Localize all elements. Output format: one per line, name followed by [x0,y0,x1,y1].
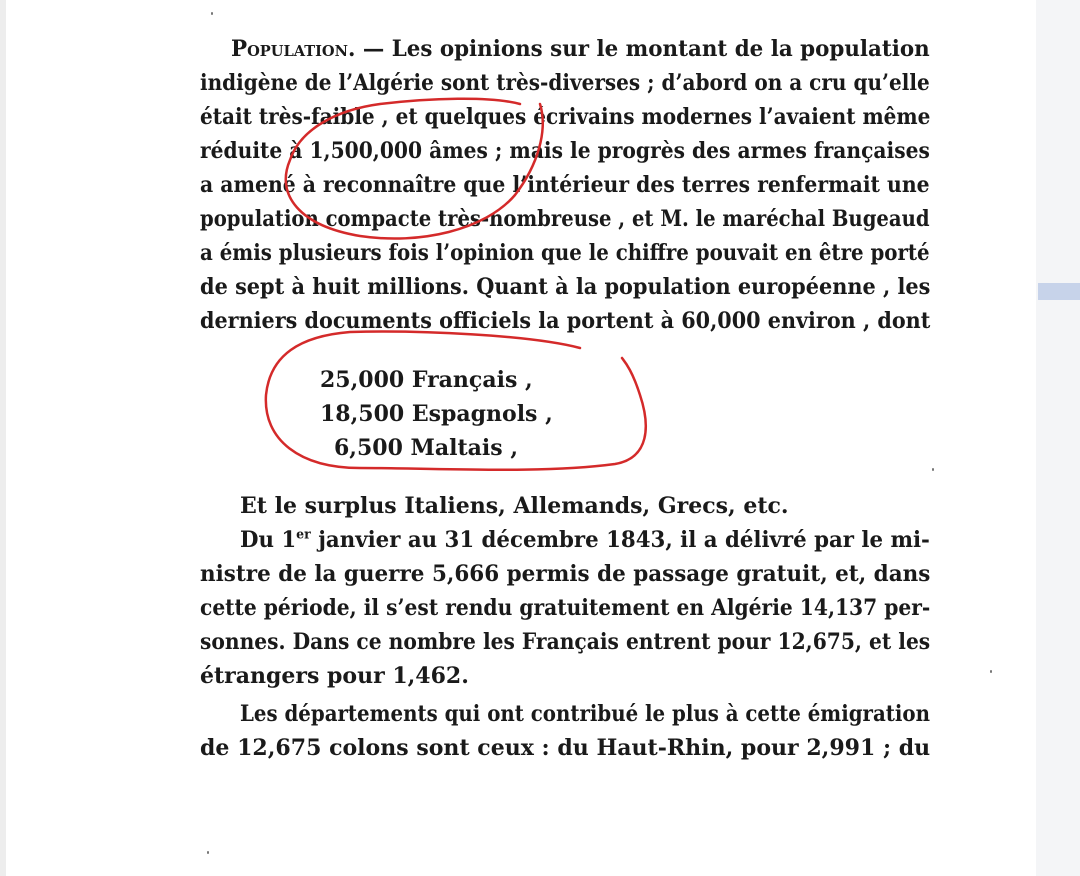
text-line: était très-faible , et quelques écrivains modernes l’avaient même [200,104,931,130]
text-line: réduite à 1,500,000 âmes ; mais le progrès des armes françaises [200,138,930,164]
text-line: Population. — Les opinions sur le montant de la population [231,36,930,62]
scroll-position-indicator[interactable] [1038,283,1080,300]
scanned-page-text [200,32,940,772]
text-line: indigène de l’Algérie sont très-diverses ; d’abord on a cru qu’elle [200,70,930,96]
left-page-border [0,0,6,876]
text-line: Les départements qui ont contribué le plus à cette émigration [240,701,930,727]
text-line: Du 1er janvier au 31 décembre 1843, il a délivré par le mi- [240,527,930,553]
text-line: de 12,675 colons sont ceux : du Haut-Rhin, pour 2,991 ; du [200,735,931,761]
text-line: étrangers pour 1,462. [200,663,469,689]
list-item: 18,500 Espagnols , [320,401,553,427]
list-item: 6,500 Maltais , [334,435,518,461]
text-line: nistre de la guerre 5,666 permis de passage gratuit, et, dans [200,561,931,587]
text-line: Et le surplus Italiens, Allemands, Grecs, etc. [240,493,789,519]
text-line: derniers documents officiels la portent à 60,000 environ , dont [200,308,931,334]
scan-speck [211,12,213,15]
section-heading: Population. [231,36,356,62]
text-line: a amené à reconnaître que l’intérieur des terres renfermait une [200,172,930,198]
list-item: 25,000 Français , [320,367,533,393]
text-line: sonnes. Dans ce nombre les Français entrent pour 12,675, et les [200,629,931,655]
text-line: cette période, il s’est rendu gratuitement en Algérie 14,137 per- [200,595,931,621]
scan-speck [990,670,992,673]
text-line: de sept à huit millions. Quant à la population européenne , les [200,274,931,300]
right-side-panel [1036,0,1080,876]
scan-speck [207,851,209,854]
text-line: a émis plusieurs fois l’opinion que le chiffre pouvait en être porté [200,240,930,266]
text-line: population compacte très-nombreuse , et M. le maréchal Bugeaud [200,206,930,232]
